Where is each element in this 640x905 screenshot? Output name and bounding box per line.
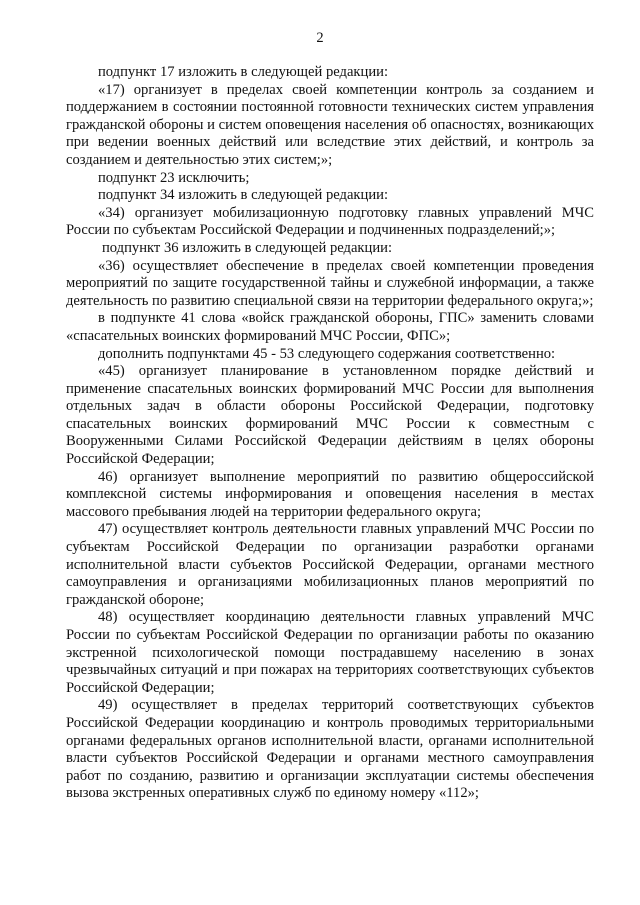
paragraph-supplement-45-53: дополнить подпунктами 45 - 53 следующего содержания соответственно:: [98, 345, 556, 362]
paragraph-subpoint-17-intro: подпункт 17 изложить в следующей редакции:: [98, 64, 389, 80]
paragraph-subpoint-36-intro: подпункт 36 изложить в следующей редакции:: [102, 239, 393, 256]
paragraph-subpoint-34-intro: подпункт 34 изложить в следующей редакции:: [98, 187, 389, 204]
paragraph-subpoint-49: 49) осуществляет в пределах территорий соответствующих субъектов Российской Федерации координацию и контроль проводимых территориальными органами федеральных органов исполнительной власти, органами исполнительной власти субъектов Российской Федерации и органами местного самоуправления работ по созданию, развитию и организации эксплуатации системы обеспечения вызова экстренных оперативных служб по единому номеру «112»;: [66, 697, 594, 802]
paragraph-subpoint-23: подпункт 23 исключить;: [98, 169, 250, 186]
paragraph-subpoint-17-text: «17) организует в пределах своей компетенции контроль за созданием и поддержанием в состоянии постоянной готовности технических систем управления гражданской обороны и систем оповещения населения об опасностях, возникающих при ведении военных действий или вследствие этих действий, и контроль за созданием и деятельностью этих систем;»;: [66, 81, 594, 168]
paragraph-subpoint-48: 48) осуществляет координацию деятельности главных управлений МЧС России по субъектам Российской Федерации по организации работы по оказанию экстренной психологической помощи пострадавшему населению в зонах чрезвычайных ситуаций и при пожарах на территориях соответствующих субъектов Российской Федерации;: [66, 609, 594, 696]
document-body: [66, 64, 594, 803]
page-number: 2: [316, 30, 324, 46]
paragraph-subpoint-36-text: «36) осуществляет обеспечение в пределах своей компетенции проведения мероприятий по защите государственной тайны и служебной информации, а также деятельность по развитию специальной связи на территории федерального округа;»;: [66, 257, 594, 309]
paragraph-subpoint-46: 46) организует выполнение мероприятий по развитию общероссийской комплексной системы информирования и оповещения населения в местах массового пребывания людей на территории федерального округа;: [66, 468, 594, 520]
paragraph-subpoint-45: «45) организует планирование в установленном порядке действий и применение спасательных воинских формирований МЧС России для выполнения отдельных задач в области обороны Российской Федерации, подготовку спасательных воинских формирований МЧС России к совместным с Вооруженными Силами Российской Федерации действиям в целях обороны Российской Федерации;: [66, 363, 594, 468]
paragraph-subpoint-34-text: «34) организует мобилизационную подготовку главных управлений МЧС России по субъектам Российской Федерации и подчиненных подразделений;»;: [66, 204, 594, 239]
paragraph-subpoint-47: 47) осуществляет контроль деятельности главных управлений МЧС России по субъектам Российской Федерации по организации разработки органами исполнительной власти субъектов Российской Федерации, органами местного самоуправления и организациями мобилизационных планов мероприятий по гражданской обороне;: [66, 521, 594, 608]
paragraph-subpoint-41: в подпункте 41 слова «войск гражданской обороны, ГПС» заменить словами «спасательных воинских формирований МЧС России, ФПС»;: [66, 310, 594, 344]
